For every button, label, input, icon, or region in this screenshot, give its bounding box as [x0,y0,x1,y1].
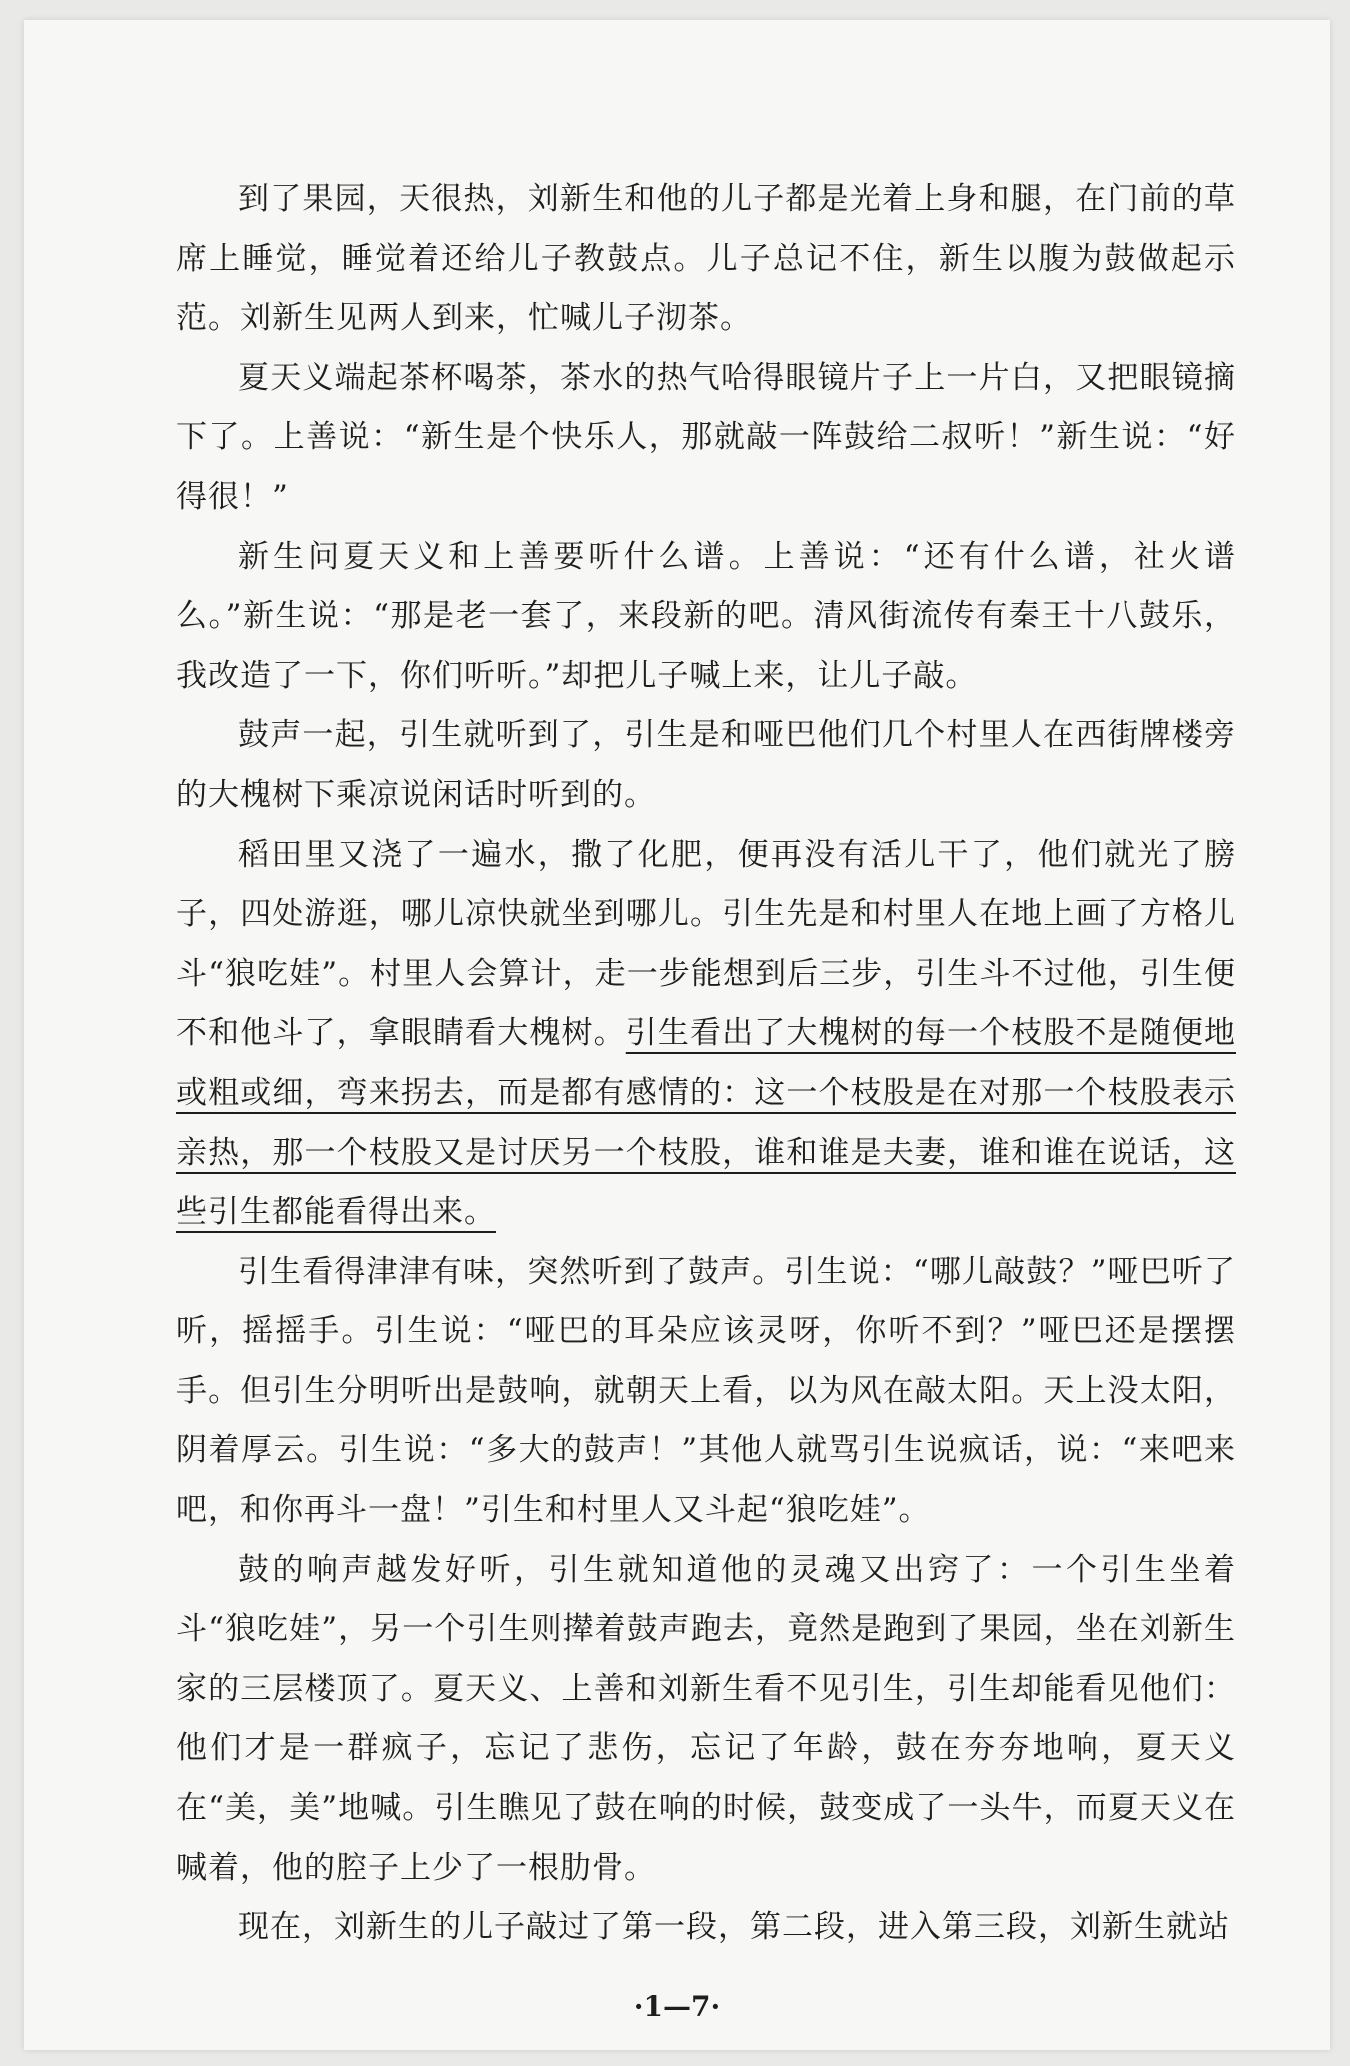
document-page [24,20,1330,2050]
paragraph-2: 夏天义端起茶杯喝茶，茶水的热气哈得眼镜片子上一片白，又把眼镜摘下了。上善说：“新生是个快乐人，那就敲一阵鼓给二叔听！”新生说：“好得很！” [176,359,1236,515]
paragraph-7: 鼓的响声越发好听，引生就知道他的灵魂又出窍了：一个引生坐着斗“狼吃娃”，另一个引生则撵着鼓声跑去，竟然是跑到了果园，坐在刘新生家的三层楼顶了。夏天义、上善和刘新生看不见引生，引生却能看见他们：他们才是一群疯子，忘记了悲伤，忘记了年龄，鼓在夯夯地响，夏天义在“美，美”地喊。引生瞧见了鼓在响的时候，鼓变成了一头牛，而夏天义在喊着，他的腔子上少了一根肋骨。 [176,1551,1236,1886]
paragraph-1: 到了果园，天很热，刘新生和他的儿子都是光着上身和腿，在门前的草席上睡觉，睡觉着还给儿子教鼓点。儿子总记不住，新生以腹为鼓做起示范。刘新生见两人到来，忙喊儿子沏茶。 [176,181,1236,337]
paragraph-5-plain: 稻田里又浇了一遍水，撒了化肥，便再没有活儿干了，他们就光了膀子，四处游逛，哪儿凉快就坐到哪儿。引生先是和村里人在地上画了方格儿斗“狼吃娃”。村里人会算计，走一步能想到后三步，引生斗不过他，引生便不和他斗了，拿眼睛看大槐树。 [176,836,1236,1052]
paragraph-3: 新生问夏天义和上善要听什么谱。上善说：“还有什么谱，社火谱么。”新生说：“那是老一套了，来段新的吧。清风街流传有秦王十八鼓乐，我改造了一下，你们听听。”却把儿子喊上来，让儿子敲。 [176,538,1236,694]
paragraph-5-underlined: 引生看出了大槐树的每一个枝股不是随便地或粗或细，弯来拐去，而是都有感情的：这一个枝股是在对那一个枝股表示亲热，那一个枝股又是讨厌另一个枝股，谁和谁是夫妻，谁和谁在说话，这些引生都能看得出来。 [176,1015,1236,1231]
paragraph-4: 鼓声一起，引生就听到了，引生是和哑巴他们几个村里人在西街牌楼旁的大槐树下乘凉说闲话时听到的。 [176,717,1236,813]
paragraph-6: 引生看得津津有味，突然听到了鼓声。引生说：“哪儿敲鼓？”哑巴听了听，摇摇手。引生说：“哑巴的耳朵应该灵呀，你听不到？”哑巴还是摆摆手。但引生分明听出是鼓响，就朝天上看，以为风在敲太阳。天上没太阳，阴着厚云。引生说：“多大的鼓声！”其他人就骂引生说疯话，说：“来吧来吧，和你再斗一盘！”引生和村里人又斗起“狼吃娃”。 [176,1253,1236,1529]
paragraph-8: 现在，刘新生的儿子敲过了第一段，第二段，进入第三段，刘新生就站 [238,1909,1230,1946]
page-number: ·1—7· [633,1990,721,2023]
paragraph-5 [176,826,1236,1243]
body-text [176,170,1236,1958]
